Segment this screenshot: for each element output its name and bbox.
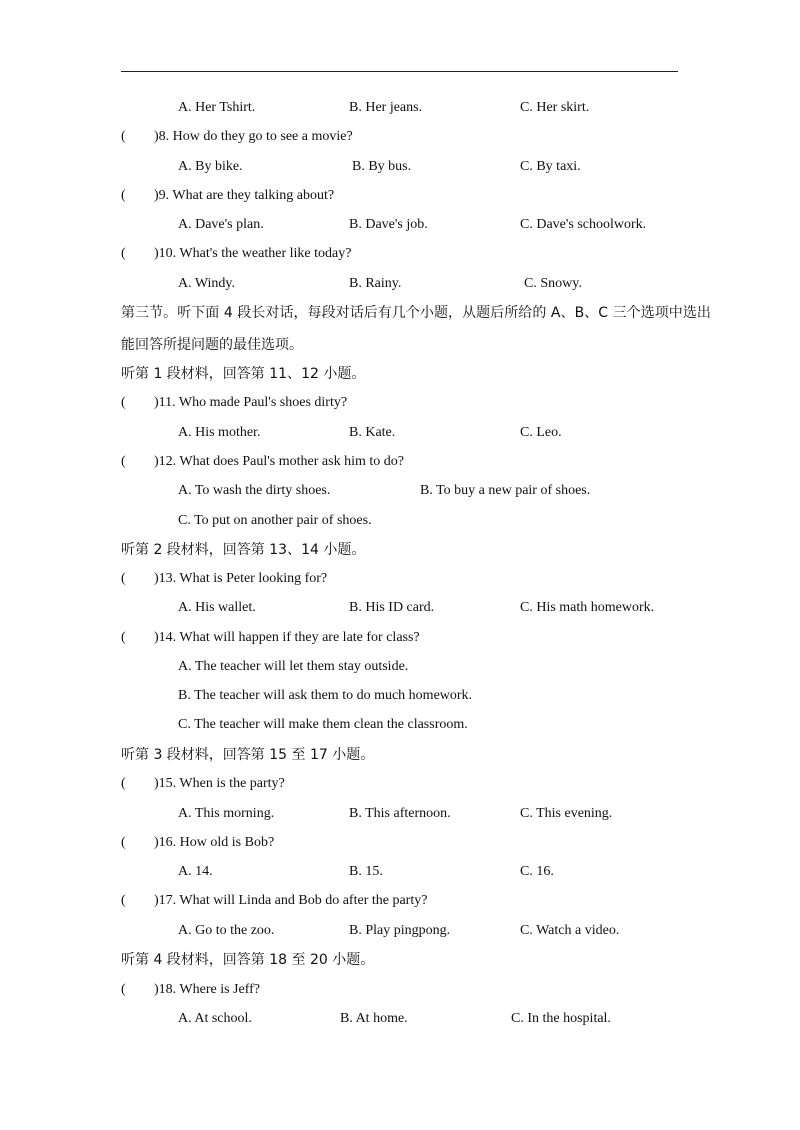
q17-option-b: B. Play pingpong.: [349, 923, 451, 938]
q12-answer-blank[interactable]: (: [121, 454, 126, 469]
q13-option-b: B. His ID card.: [349, 600, 435, 615]
q14-answer-blank[interactable]: (: [121, 630, 126, 645]
q12-option-b: B. To buy a new pair of shoes.: [420, 483, 591, 498]
q18-stem: )18. Where is Jeff?: [154, 982, 260, 997]
q17-option-c: C. Watch a video.: [520, 923, 620, 938]
q14-option-c: C. The teacher will make them clean the classroom.: [178, 717, 468, 732]
q15-stem: )15. When is the party?: [154, 776, 285, 791]
q11-option-b: B. Kate.: [349, 425, 396, 440]
q8-option-c: C. By taxi.: [520, 159, 581, 174]
q17-answer-blank[interactable]: (: [121, 893, 126, 908]
q16-option-c: C. 16.: [520, 864, 554, 879]
q17-option-a: A. Go to the zoo.: [178, 923, 275, 938]
q16-stem: )16. How old is Bob?: [154, 835, 275, 850]
q15-option-b: B. This afternoon.: [349, 806, 451, 821]
q9-answer-blank[interactable]: (: [121, 188, 126, 203]
q12-option-c: C. To put on another pair of shoes.: [178, 513, 372, 528]
q7-option-c: C. Her skirt.: [520, 100, 590, 115]
q18-option-a: A. At school.: [178, 1011, 252, 1026]
q10-option-c: C. Snowy.: [524, 276, 582, 291]
q16-option-b: B. 15.: [349, 864, 383, 879]
q7-option-a: A. Her Tshirt.: [178, 100, 256, 115]
q11-answer-blank[interactable]: (: [121, 395, 126, 410]
q11-option-c: C. Leo.: [520, 425, 562, 440]
q12-stem: )12. What does Paul's mother ask him to do?: [154, 454, 404, 469]
q10-option-b: B. Rainy.: [349, 276, 402, 291]
q14-option-b: B. The teacher will ask them to do much homework.: [178, 688, 473, 703]
q18-answer-blank[interactable]: (: [121, 982, 126, 997]
q14-option-a: A. The teacher will let them stay outside.: [178, 659, 409, 674]
q9-stem: )9. What are they talking about?: [154, 188, 335, 203]
q18-option-c: C. In the hospital.: [511, 1011, 611, 1026]
q9-option-b: B. Dave's job.: [349, 217, 428, 232]
q8-option-b: B. By bus.: [352, 159, 412, 174]
q13-answer-blank[interactable]: (: [121, 571, 126, 586]
q13-stem: )13. What is Peter looking for?: [154, 571, 328, 586]
q10-option-a: A. Windy.: [178, 276, 235, 291]
q10-stem: )10. What's the weather like today?: [154, 246, 352, 261]
q9-option-a: A. Dave's plan.: [178, 217, 264, 232]
section-3-instructions-line-1: 第三节。听下面 4 段长对话，每段对话后有几个小题，从题后所给的 A、B、C 三个选项中选出: [121, 305, 711, 321]
q8-answer-blank[interactable]: (: [121, 129, 126, 144]
q15-answer-blank[interactable]: (: [121, 776, 126, 791]
q16-answer-blank[interactable]: (: [121, 835, 126, 850]
q12-option-a: A. To wash the dirty shoes.: [178, 483, 331, 498]
q10-answer-blank[interactable]: (: [121, 246, 126, 261]
q13-option-a: A. His wallet.: [178, 600, 256, 615]
q8-stem: )8. How do they go to see a movie?: [154, 129, 353, 144]
passage-4-heading: 听第 4 段材料，回答第 18 至 20 小题。: [121, 952, 375, 968]
q17-stem: )17. What will Linda and Bob do after the party?: [154, 893, 428, 908]
q18-option-b: B. At home.: [340, 1011, 408, 1026]
q11-option-a: A. His mother.: [178, 425, 261, 440]
passage-2-heading: 听第 2 段材料，回答第 13、14 小题。: [121, 542, 366, 558]
q11-stem: )11. Who made Paul's shoes dirty?: [154, 395, 348, 410]
passage-3-heading: 听第 3 段材料，回答第 15 至 17 小题。: [121, 747, 375, 763]
passage-1-heading: 听第 1 段材料，回答第 11、12 小题。: [121, 366, 366, 382]
q13-option-c: C. His math homework.: [520, 600, 655, 615]
q14-stem: )14. What will happen if they are late for class?: [154, 630, 420, 645]
q9-option-c: C. Dave's schoolwork.: [520, 217, 647, 232]
q8-option-a: A. By bike.: [178, 159, 243, 174]
q7-option-b: B. Her jeans.: [349, 100, 423, 115]
q16-option-a: A. 14.: [178, 864, 213, 879]
q15-option-a: A. This morning.: [178, 806, 275, 821]
q15-option-c: C. This evening.: [520, 806, 613, 821]
section-3-instructions-line-2: 能回答所提问题的最佳选项。: [121, 337, 303, 353]
header-rule: [121, 71, 678, 72]
